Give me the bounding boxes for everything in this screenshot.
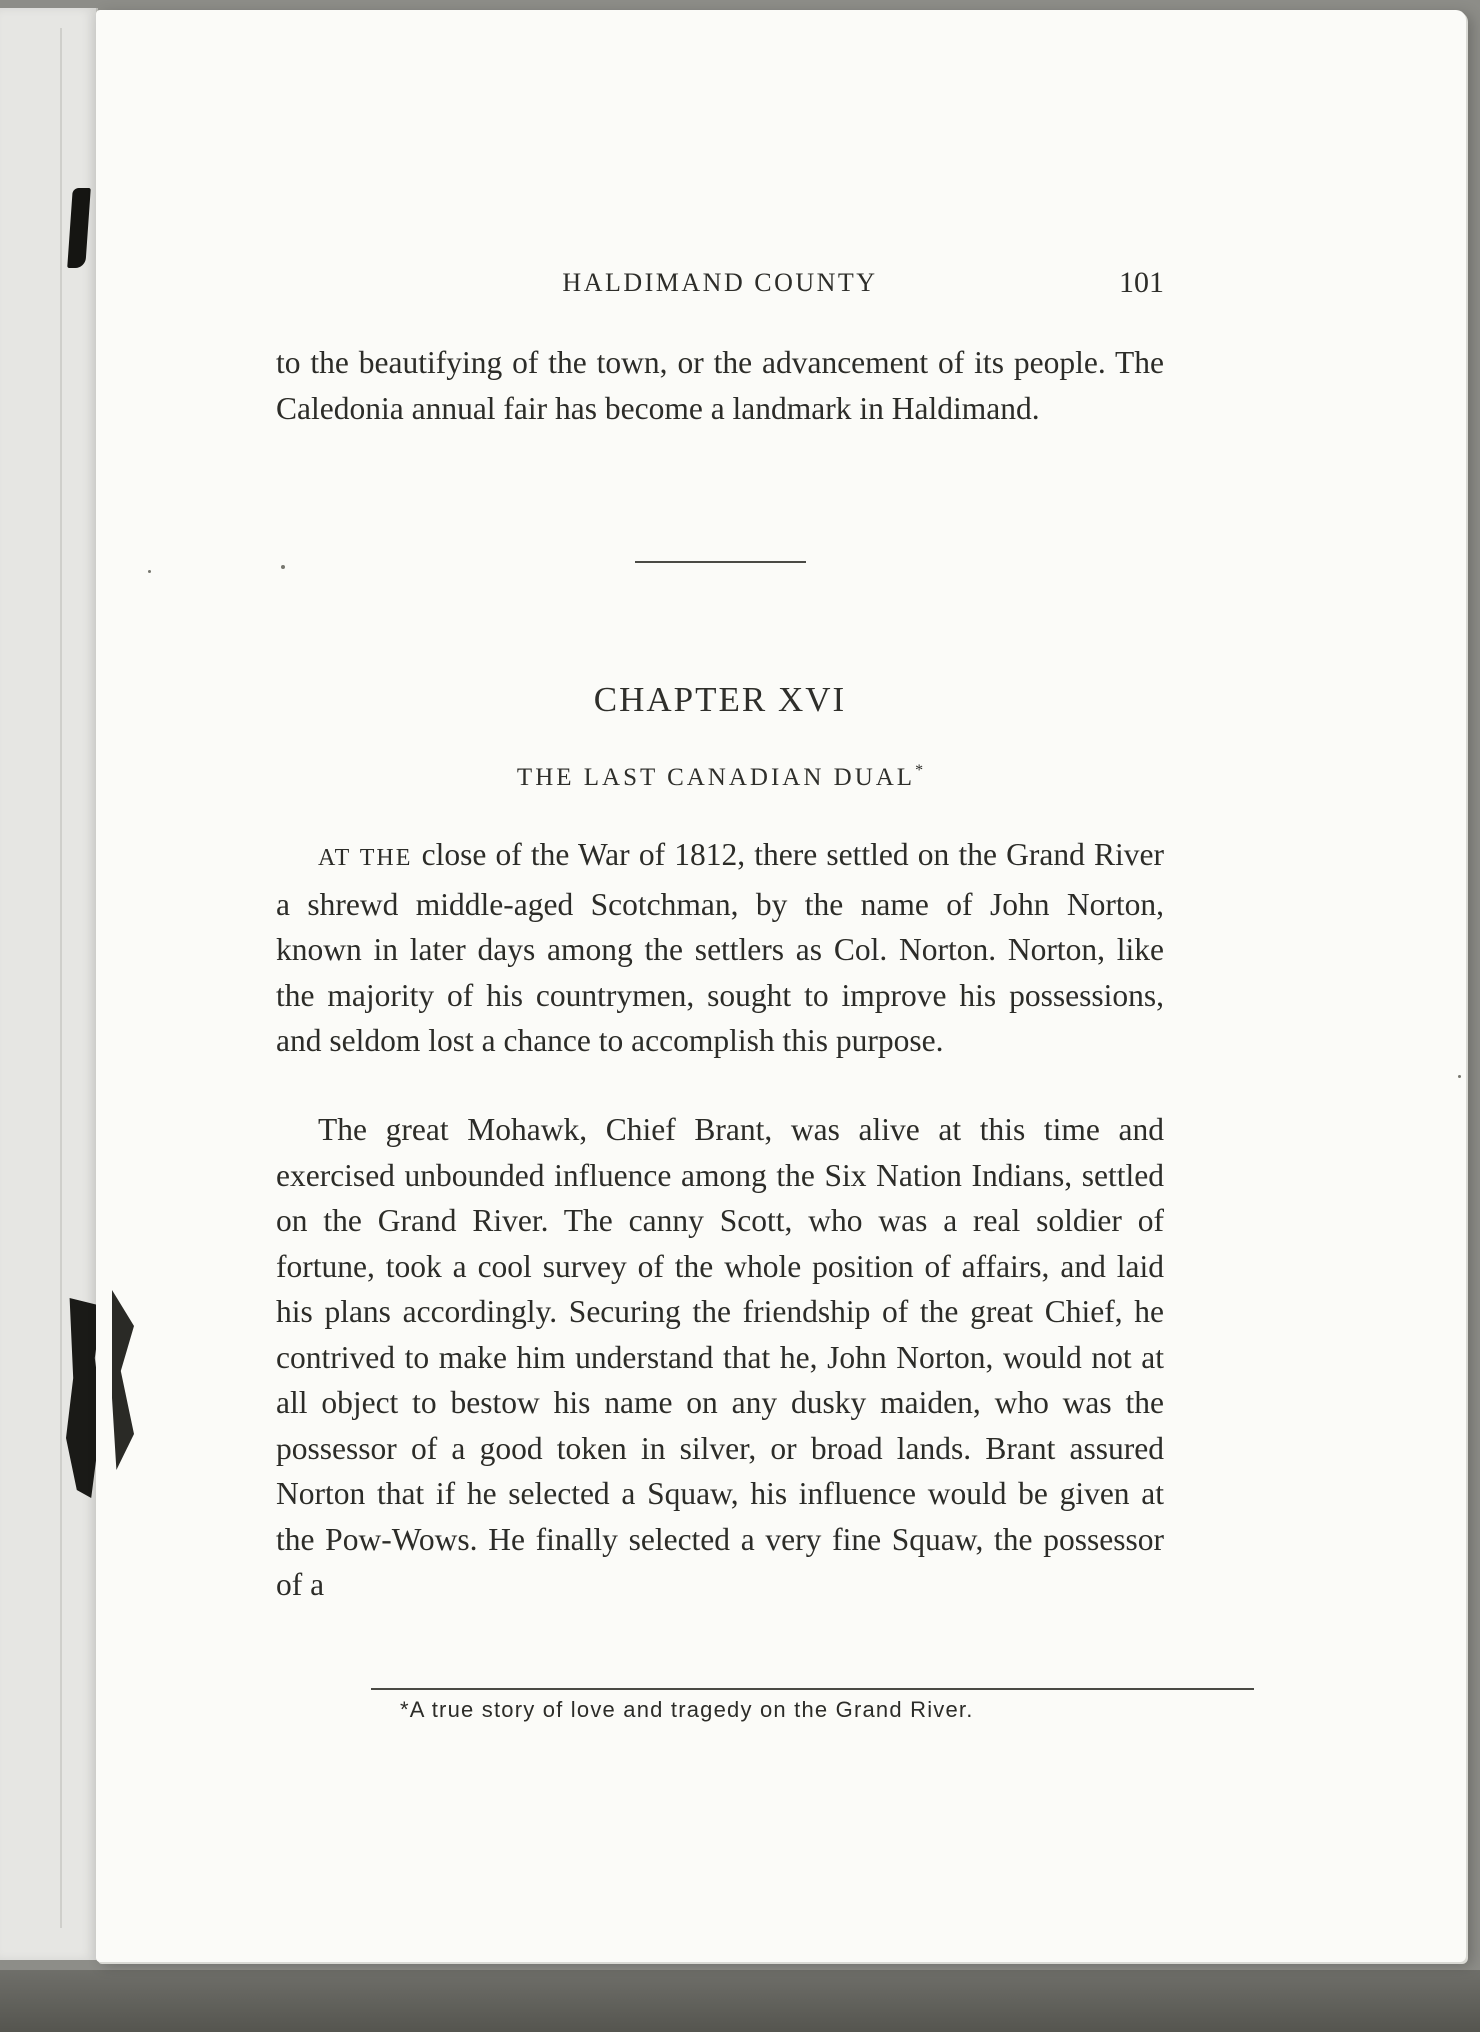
footnote: *A true story of love and tragedy on the Grand River. bbox=[400, 1697, 974, 1722]
footnote-rule bbox=[371, 1688, 1254, 1690]
page-tear-top bbox=[67, 188, 91, 268]
scan-speck bbox=[148, 570, 151, 573]
running-head-title: HALDIMAND COUNTY bbox=[562, 268, 878, 297]
body-paragraph-2: The great Mohawk, Chief Brant, was alive at this time and exercised unbounded influence among the Six Nation Indians, settled on the Grand River. The canny Scott, who was a real soldier of fortune, took a cool survey of the whole position of affairs, and laid his plans accordingly. Securing the friendship of the great Chief, he contrived to make him understand that he, John Norton, would not at all object to bestow his name on any dusky maiden, who was the possessor of a good token in silver, or broad lands. Brant assured Norton that if he selected a Squaw, his influence would be given at the Pow-Wows. He finally selected a very fine Squaw, the possessor of a bbox=[276, 1112, 1164, 1602]
paragraph-1-text: close of the War of 1812, there settled on the Grand River a shrewd middle-aged Scotchman, by the name of John Norton, known in later days among the settlers as Col. Norton. Norton, like the majority of his countrymen, sought to improve his possessions, and seldom lost a chance to accomplish this purpose. bbox=[276, 837, 1164, 1058]
section-divider-rule bbox=[635, 561, 806, 563]
body-paragraph-1 bbox=[276, 832, 1164, 1064]
scan-surround-bottom bbox=[0, 1970, 1480, 2032]
running-head bbox=[276, 262, 1164, 302]
footnote-reference-mark: * bbox=[915, 762, 924, 779]
scan-speck bbox=[281, 565, 285, 569]
facing-page-inner-edge bbox=[22, 28, 62, 1928]
chapter-subtitle-text: THE LAST CANADIAN DUAL bbox=[516, 764, 916, 791]
chapter-subtitle bbox=[276, 762, 1164, 792]
chapter-title: CHAPTER XVI bbox=[593, 680, 847, 719]
paragraph-lead-in: AT THE bbox=[318, 845, 413, 871]
page-number: 101 bbox=[1119, 266, 1164, 299]
continued-paragraph: to the beautifying of the town, or the advancement of its people. The Caledonia annual fair has become a landmark in Haldimand. bbox=[276, 345, 1164, 426]
facing-page-edge bbox=[0, 8, 98, 1960]
scan-speck bbox=[1458, 1075, 1461, 1078]
